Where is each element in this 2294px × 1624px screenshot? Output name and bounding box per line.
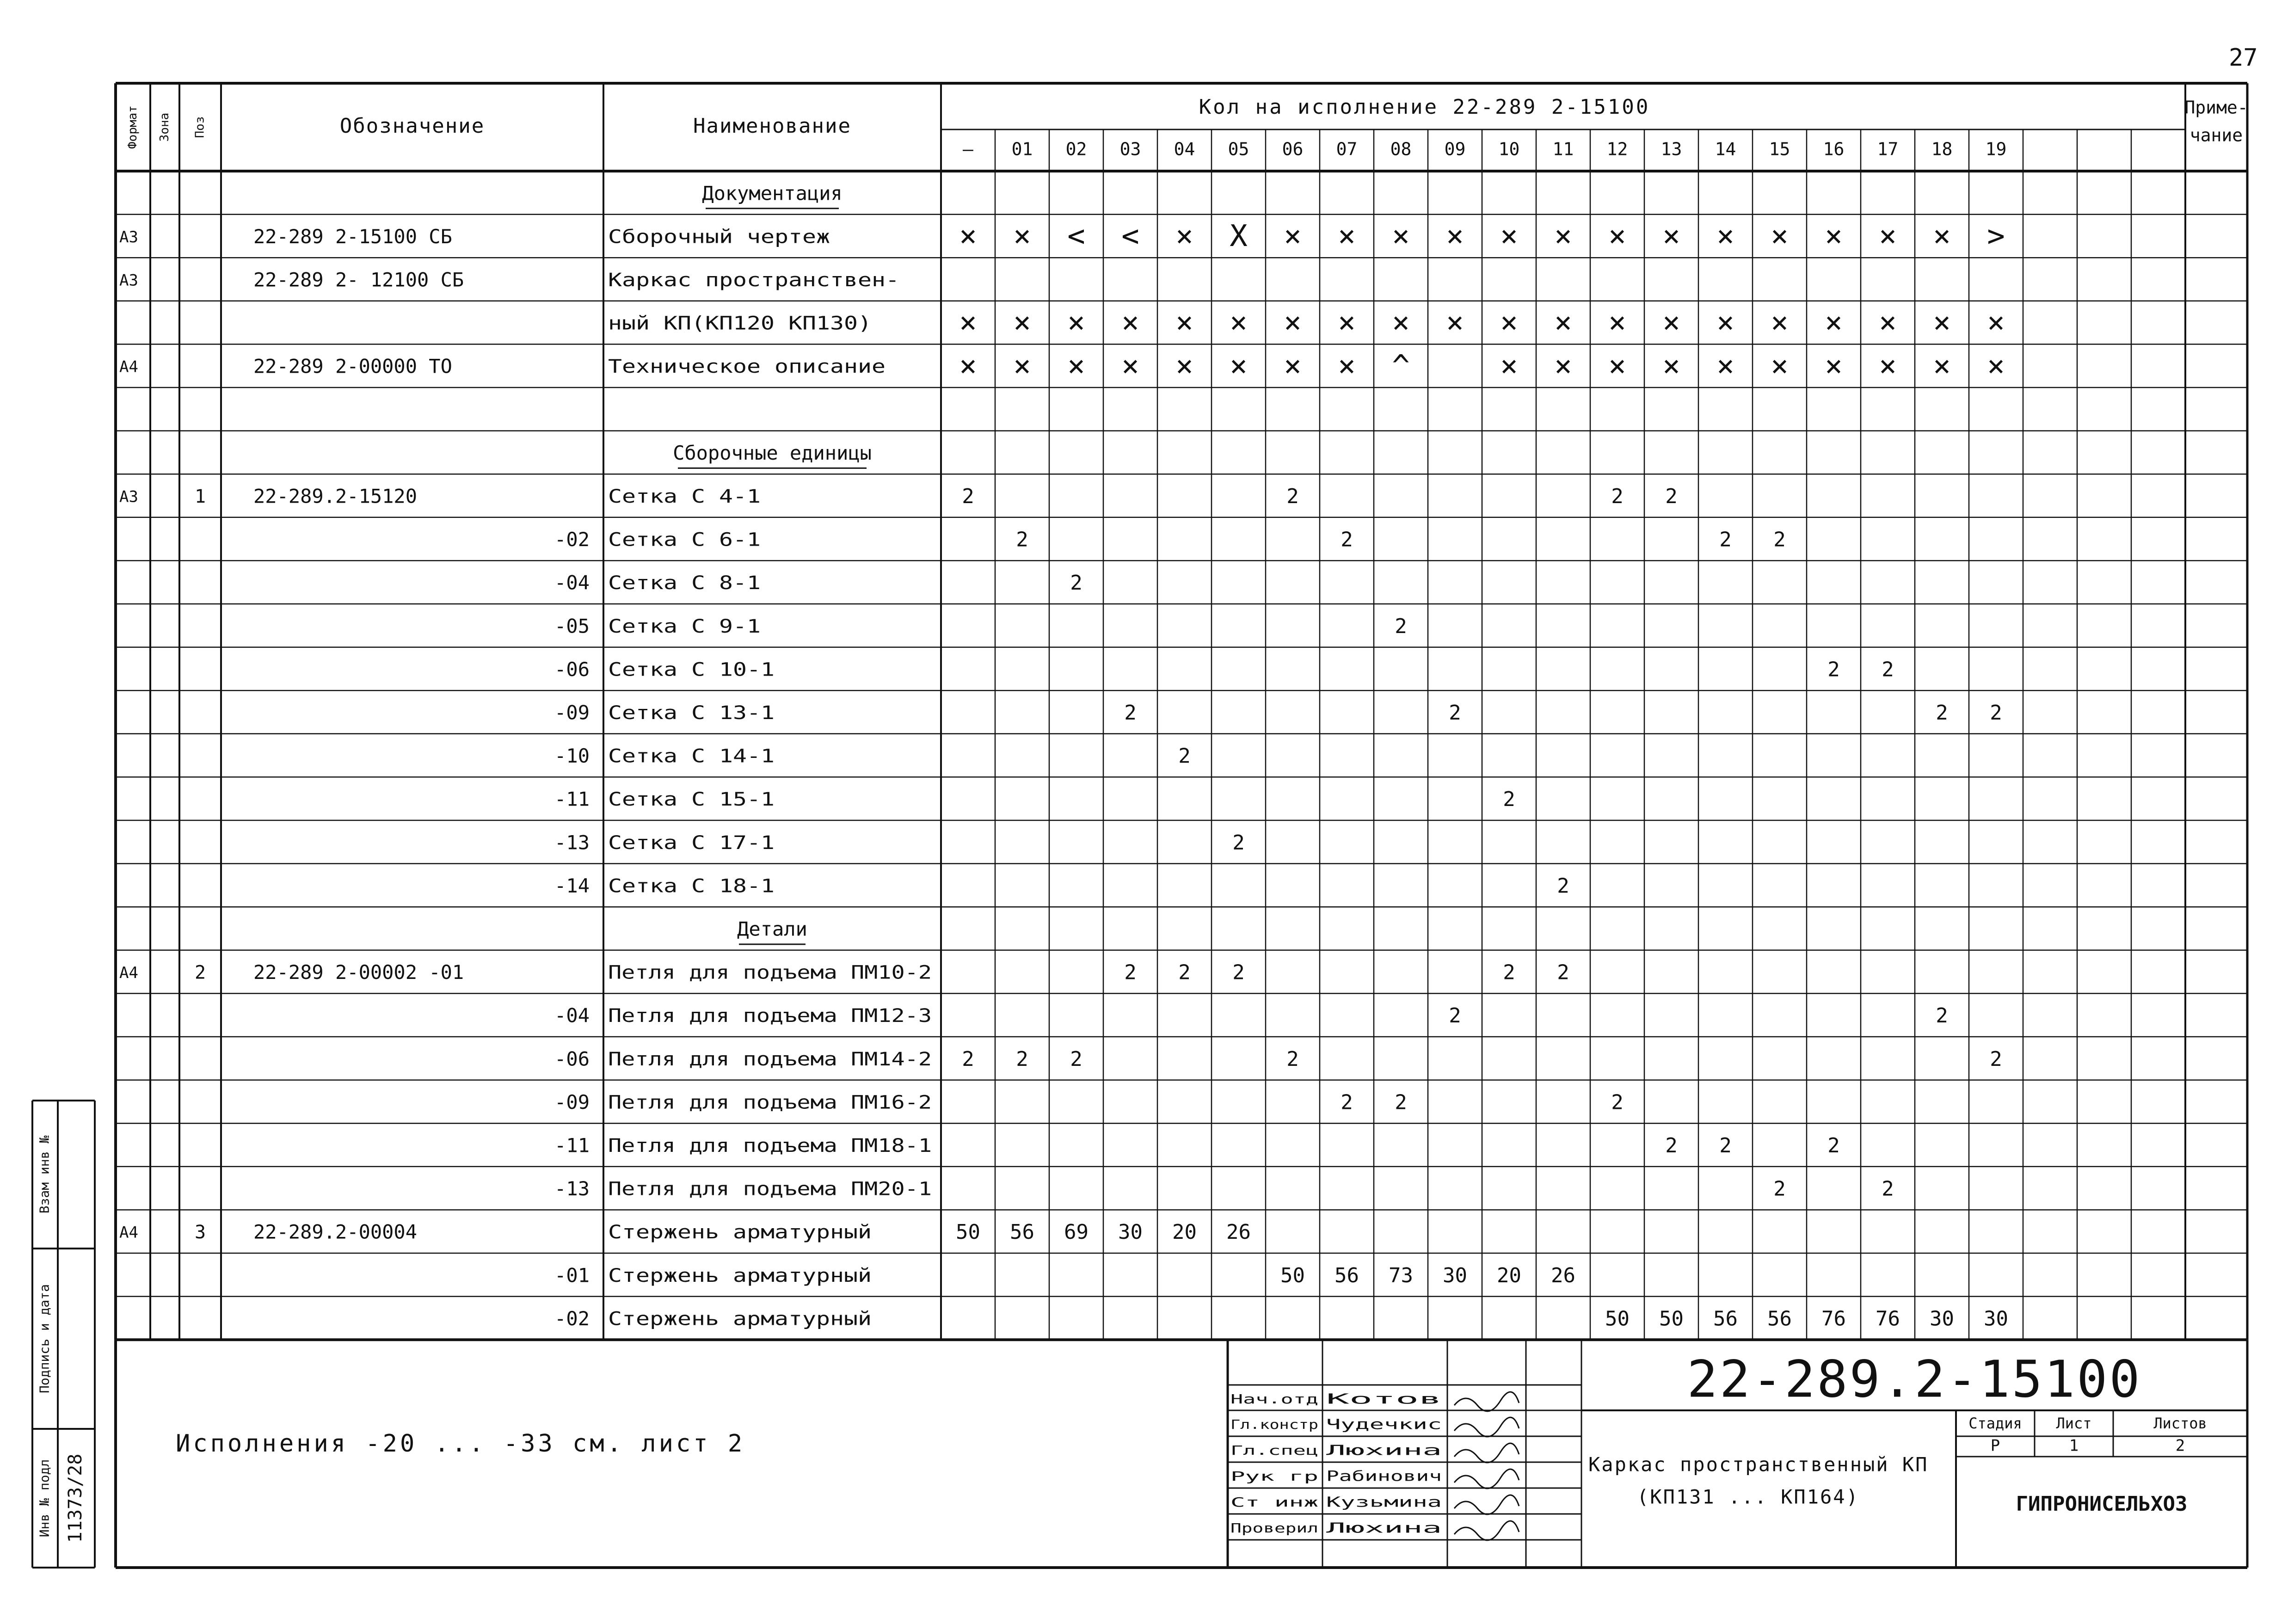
qty-cell: × [1554, 306, 1572, 340]
section-title: Сборочные единицы [673, 441, 872, 464]
row-name: Сетка С 6-1 [608, 529, 761, 551]
qty-cell: × [1446, 219, 1464, 253]
qty-cell: × [1067, 306, 1085, 340]
qty-cell: 56 [1335, 1263, 1359, 1287]
signer-role: Рук гр [1230, 1469, 1318, 1484]
signature-mark [1454, 1469, 1519, 1489]
qty-cell: × [959, 219, 977, 253]
qty-cell: 2 [1503, 960, 1515, 984]
qty-cell: 2 [1395, 614, 1407, 638]
row-designation: 22-289.2-00004 [253, 1220, 418, 1243]
qty-cell: 2 [962, 1047, 974, 1071]
qty-cell: 30 [1443, 1263, 1467, 1287]
row-designation: -13 [554, 1177, 590, 1200]
qty-cell: 2 [1936, 701, 1948, 725]
qty-cell: 2 [1232, 960, 1245, 984]
signer-name: Люхина [1326, 1520, 1442, 1537]
variant-header: 13 [1661, 139, 1682, 160]
signer-role: Нач.отд [1230, 1391, 1318, 1407]
qty-cell: 26 [1226, 1220, 1251, 1244]
qty-cell: 69 [1064, 1220, 1089, 1244]
row-designation: 22-289 2-00000 ТО [253, 355, 452, 378]
title-block-stage: Р [1990, 1436, 2000, 1455]
qty-cell: 2 [1286, 1047, 1299, 1071]
qty-cell: 2 [1827, 1134, 1840, 1157]
header-format: Формат [126, 105, 140, 149]
title-block-org: ГИПРОНИСЕЛЬХОЗ [2016, 1492, 2188, 1516]
row-name: Сетка С 8-1 [608, 572, 761, 594]
row-name: Техническое описание [608, 356, 886, 378]
row-format: А4 [119, 1223, 138, 1242]
signer-name: Чудечкис [1326, 1416, 1442, 1433]
title-block-sheets: 2 [2175, 1436, 2185, 1455]
row-designation: -01 [554, 1264, 590, 1287]
qty-cell: × [1933, 306, 1951, 340]
qty-cell: × [1879, 349, 1897, 383]
qty-cell: 2 [1773, 528, 1786, 552]
row-designation: -02 [554, 1307, 590, 1330]
header-designation: Обозначение [339, 114, 485, 138]
qty-cell: 73 [1389, 1263, 1413, 1287]
signer-role: Гл.констр [1230, 1417, 1318, 1432]
row-designation: -02 [554, 528, 590, 551]
qty-cell: × [1554, 219, 1572, 253]
title-block-label: Лист [2056, 1415, 2092, 1432]
row-pos: 1 [194, 486, 206, 507]
qty-cell: × [1771, 219, 1789, 253]
signature-mark [1454, 1417, 1519, 1437]
qty-cell: × [1230, 349, 1248, 383]
qty-cell: 2 [1882, 1177, 1894, 1201]
qty-cell: × [1771, 349, 1789, 383]
row-name: Петля для подъема ПМ18-1 [608, 1135, 932, 1156]
qty-cell: 30 [1930, 1307, 1954, 1331]
variant-header: 07 [1336, 139, 1358, 160]
row-designation: -14 [554, 874, 590, 897]
qty-cell: 30 [1984, 1307, 2008, 1331]
qty-cell: X [1230, 219, 1248, 253]
variant-header: 17 [1877, 139, 1899, 160]
qty-cell: × [1500, 349, 1518, 383]
qty-cell: × [1175, 349, 1193, 383]
qty-cell: × [1284, 306, 1302, 340]
qty-cell: 2 [1611, 1090, 1624, 1114]
side-label-replaced: Взам инв № [37, 1135, 52, 1214]
qty-cell: × [1879, 306, 1897, 340]
qty-cell: × [1121, 349, 1139, 383]
row-name: Сетка С 10-1 [608, 659, 775, 681]
qty-cell: 2 [1719, 1134, 1732, 1157]
row-name: Стержень арматурный [608, 1222, 872, 1243]
variant-header: 01 [1011, 139, 1033, 160]
qty-cell: 2 [1286, 485, 1299, 508]
variant-header: 19 [1985, 139, 2007, 160]
row-designation: 22-289 2-00002 -01 [253, 961, 464, 984]
row-name: Каркас пространствен- [608, 270, 899, 291]
qty-cell: 2 [1070, 1047, 1082, 1071]
header-zone: Зона [158, 112, 172, 142]
variant-header: 05 [1228, 139, 1249, 160]
qty-cell: 56 [1010, 1220, 1034, 1244]
signature-mark [1454, 1392, 1519, 1411]
qty-cell: × [1933, 219, 1951, 253]
row-name: Петля для подъема ПМ20-1 [608, 1178, 932, 1200]
qty-cell: 2 [1341, 528, 1353, 552]
row-name: Сетка С 13-1 [608, 702, 775, 724]
qty-cell: 2 [1070, 571, 1082, 595]
qty-cell: > [1987, 219, 2005, 253]
qty-cell: 2 [1719, 528, 1732, 552]
qty-cell: 2 [1124, 701, 1137, 725]
qty-cell: 2 [1990, 701, 2002, 725]
row-format: А3 [119, 271, 138, 290]
signer-role: Проверил [1230, 1520, 1318, 1536]
qty-cell: 26 [1551, 1263, 1575, 1287]
qty-cell: × [1608, 306, 1626, 340]
row-name: Петля для подъема ПМ14-2 [608, 1048, 932, 1070]
qty-cell: × [1500, 306, 1518, 340]
page-number: 27 [2229, 44, 2258, 72]
qty-cell: 2 [1557, 960, 1569, 984]
variant-header: 11 [1552, 139, 1574, 160]
row-name: Петля для подъема ПМ16-2 [608, 1092, 932, 1113]
qty-cell: × [1392, 219, 1410, 253]
qty-cell: × [1825, 349, 1843, 383]
row-name: Сетка С 14-1 [608, 745, 775, 767]
row-designation: 22-289.2-15120 [253, 485, 418, 508]
variant-header: 16 [1823, 139, 1845, 160]
footnote: Исполнения -20 ... -33 см. лист 2 [176, 1430, 745, 1458]
qty-cell: × [1987, 349, 2005, 383]
qty-cell: 2 [1665, 1134, 1678, 1157]
qty-cell: × [1716, 306, 1734, 340]
row-format: А3 [119, 487, 138, 506]
row-name: Петля для подъема ПМ10-2 [608, 962, 932, 984]
row-designation: -09 [554, 1090, 590, 1113]
title-block-text [176, 1349, 2207, 1540]
row-name: Сборочный чертеж [608, 226, 830, 248]
row-format: А4 [119, 964, 138, 983]
qty-cell: × [1230, 306, 1248, 340]
qty-cell: × [1392, 306, 1410, 340]
signer-role: Ст инж [1230, 1495, 1319, 1510]
row-pos: 3 [194, 1222, 206, 1243]
variant-header: 06 [1282, 139, 1304, 160]
signature-mark [1454, 1521, 1519, 1540]
qty-cell: 30 [1118, 1220, 1143, 1244]
qty-cell: < [1067, 219, 1085, 253]
signer-role: Гл.спец [1230, 1443, 1318, 1458]
row-name: Сетка С 15-1 [608, 789, 775, 811]
qty-cell: 50 [1605, 1307, 1630, 1331]
title-block-label: Листов [2153, 1415, 2207, 1432]
signature-mark [1454, 1495, 1519, 1514]
qty-cell: ^ [1392, 349, 1410, 383]
row-designation: -06 [554, 1047, 590, 1070]
qty-cell: 2 [1016, 528, 1028, 552]
qty-cell: × [1013, 349, 1031, 383]
variant-header: 12 [1606, 139, 1628, 160]
qty-cell: 56 [1767, 1307, 1792, 1331]
signer-name: Котов [1326, 1391, 1442, 1408]
header-pos: Поз [193, 116, 207, 138]
qty-cell: × [1284, 219, 1302, 253]
qty-cell: × [1825, 306, 1843, 340]
qty-cell: × [1608, 349, 1626, 383]
signature-mark [1454, 1443, 1519, 1463]
variant-header: 02 [1065, 139, 1087, 160]
qty-cell: 50 [1280, 1263, 1305, 1287]
qty-cell: 2 [1503, 787, 1515, 812]
qty-cell: × [1716, 219, 1734, 253]
row-name: Стержень арматурный [608, 1308, 872, 1330]
title-block-title: Каркас пространственный КП [1588, 1453, 1929, 1476]
qty-cell: 56 [1713, 1307, 1738, 1331]
row-format: А4 [119, 357, 138, 376]
title-block-doc-number: 22-289.2-15100 [1687, 1349, 2142, 1409]
qty-cell: × [1013, 219, 1031, 253]
row-name: ный КП(КП120 КП130) [608, 313, 872, 334]
variant-header: 09 [1444, 139, 1466, 160]
qty-cell: 2 [1936, 1004, 1948, 1028]
qty-cell: × [1067, 349, 1085, 383]
qty-cell: 2 [1016, 1047, 1028, 1071]
qty-cell: 2 [1990, 1047, 2002, 1071]
qty-cell: 2 [1665, 485, 1678, 508]
qty-cell: × [959, 349, 977, 383]
variant-header: 08 [1390, 139, 1412, 160]
variant-header: 18 [1931, 139, 1953, 160]
qty-cell: × [1500, 219, 1518, 253]
qty-cell: 2 [1341, 1090, 1353, 1114]
section-title: Документация [702, 182, 843, 205]
row-designation: -05 [554, 615, 590, 638]
qty-cell: < [1121, 219, 1139, 253]
qty-cell: 50 [1659, 1307, 1684, 1331]
title-block-title: (КП131 ... КП164) [1637, 1485, 1859, 1508]
row-designation: -09 [554, 701, 590, 724]
header-note: Приме- [2184, 97, 2248, 118]
qty-cell: 2 [1395, 1090, 1407, 1114]
row-pos: 2 [194, 962, 206, 984]
variant-header: 04 [1174, 139, 1195, 160]
qty-cell: × [1771, 306, 1789, 340]
row-designation: -13 [554, 831, 590, 854]
qty-cell: 2 [1124, 960, 1137, 984]
variant-header: 10 [1498, 139, 1520, 160]
qty-cell: × [1662, 306, 1680, 340]
qty-cell: × [1608, 219, 1626, 253]
qty-cell: 2 [1178, 960, 1191, 984]
qty-cell: × [1987, 306, 2005, 340]
variant-header: 14 [1715, 139, 1736, 160]
variant-header: 15 [1769, 139, 1790, 160]
qty-cell: 2 [1449, 701, 1461, 725]
row-designation: -11 [554, 787, 590, 811]
row-designation: 22-289 2-15100 СБ [253, 225, 452, 248]
qty-cell: 76 [1876, 1307, 1900, 1331]
header-name: Наименование [693, 114, 851, 138]
table-text [119, 95, 2248, 1330]
qty-cell: × [1013, 306, 1031, 340]
qty-cell: × [1175, 306, 1193, 340]
variant-header: — [963, 139, 973, 160]
qty-cell: × [1825, 219, 1843, 253]
row-name: Петля для подъема ПМ12-3 [608, 1005, 932, 1027]
qty-cell: × [1121, 306, 1139, 340]
row-name: Стержень арматурный [608, 1265, 872, 1286]
qty-cell: 2 [1178, 744, 1191, 768]
qty-cell: × [1338, 219, 1356, 253]
qty-cell: × [1338, 306, 1356, 340]
header-qty-title: Кол на исполнение 22-289 2-15100 [1199, 95, 1650, 119]
qty-cell: × [959, 306, 977, 340]
qty-cell: 76 [1821, 1307, 1846, 1331]
signer-name: Рабинович [1326, 1468, 1442, 1485]
side-label-inv: Инв № подл [37, 1459, 52, 1538]
qty-cell: 50 [956, 1220, 980, 1244]
qty-cell: 2 [1827, 658, 1840, 682]
row-format: А3 [119, 228, 138, 246]
qty-cell: × [1175, 219, 1193, 253]
row-designation: -06 [554, 658, 590, 681]
qty-cell: 2 [962, 485, 974, 508]
row-name: Сетка С 4-1 [608, 486, 761, 507]
qty-cell: × [1662, 219, 1680, 253]
qty-cell: × [1933, 349, 1951, 383]
row-designation: -11 [554, 1134, 590, 1157]
qty-cell: × [1284, 349, 1302, 383]
row-name: Сетка С 17-1 [608, 832, 775, 854]
qty-cell: 2 [1882, 658, 1894, 682]
row-designation: -04 [554, 571, 590, 594]
row-designation: 22-289 2- 12100 СБ [253, 268, 464, 291]
qty-cell: 2 [1773, 1177, 1786, 1201]
row-name: Сетка С 9-1 [608, 615, 761, 637]
qty-cell: 20 [1497, 1263, 1521, 1287]
side-inv-number: 11373/28 [65, 1453, 86, 1543]
qty-cell: 20 [1172, 1220, 1197, 1244]
row-designation: -04 [554, 1004, 590, 1027]
title-block-sheet: 1 [2069, 1436, 2079, 1455]
qty-cell: × [1662, 349, 1680, 383]
qty-cell: × [1879, 219, 1897, 253]
signer-name: Кузьмина [1326, 1494, 1442, 1511]
side-label-signature: Подпись и дата [37, 1284, 52, 1394]
qty-cell: × [1554, 349, 1572, 383]
section-title: Детали [737, 917, 807, 941]
title-block-label: Стадия [1968, 1415, 2022, 1432]
qty-cell: 2 [1449, 1004, 1461, 1028]
qty-cell: × [1446, 306, 1464, 340]
qty-cell: 2 [1611, 485, 1624, 508]
header-note: чание [2189, 125, 2243, 146]
qty-cell: × [1716, 349, 1734, 383]
qty-cell: 2 [1557, 874, 1569, 898]
qty-cell: 2 [1232, 830, 1245, 855]
variant-header: 03 [1119, 139, 1141, 160]
row-name: Сетка С 18-1 [608, 875, 775, 897]
qty-cell: × [1338, 349, 1356, 383]
row-designation: -10 [554, 744, 590, 768]
signer-name: Люхина [1326, 1442, 1442, 1459]
side-stamp [32, 1101, 95, 1568]
